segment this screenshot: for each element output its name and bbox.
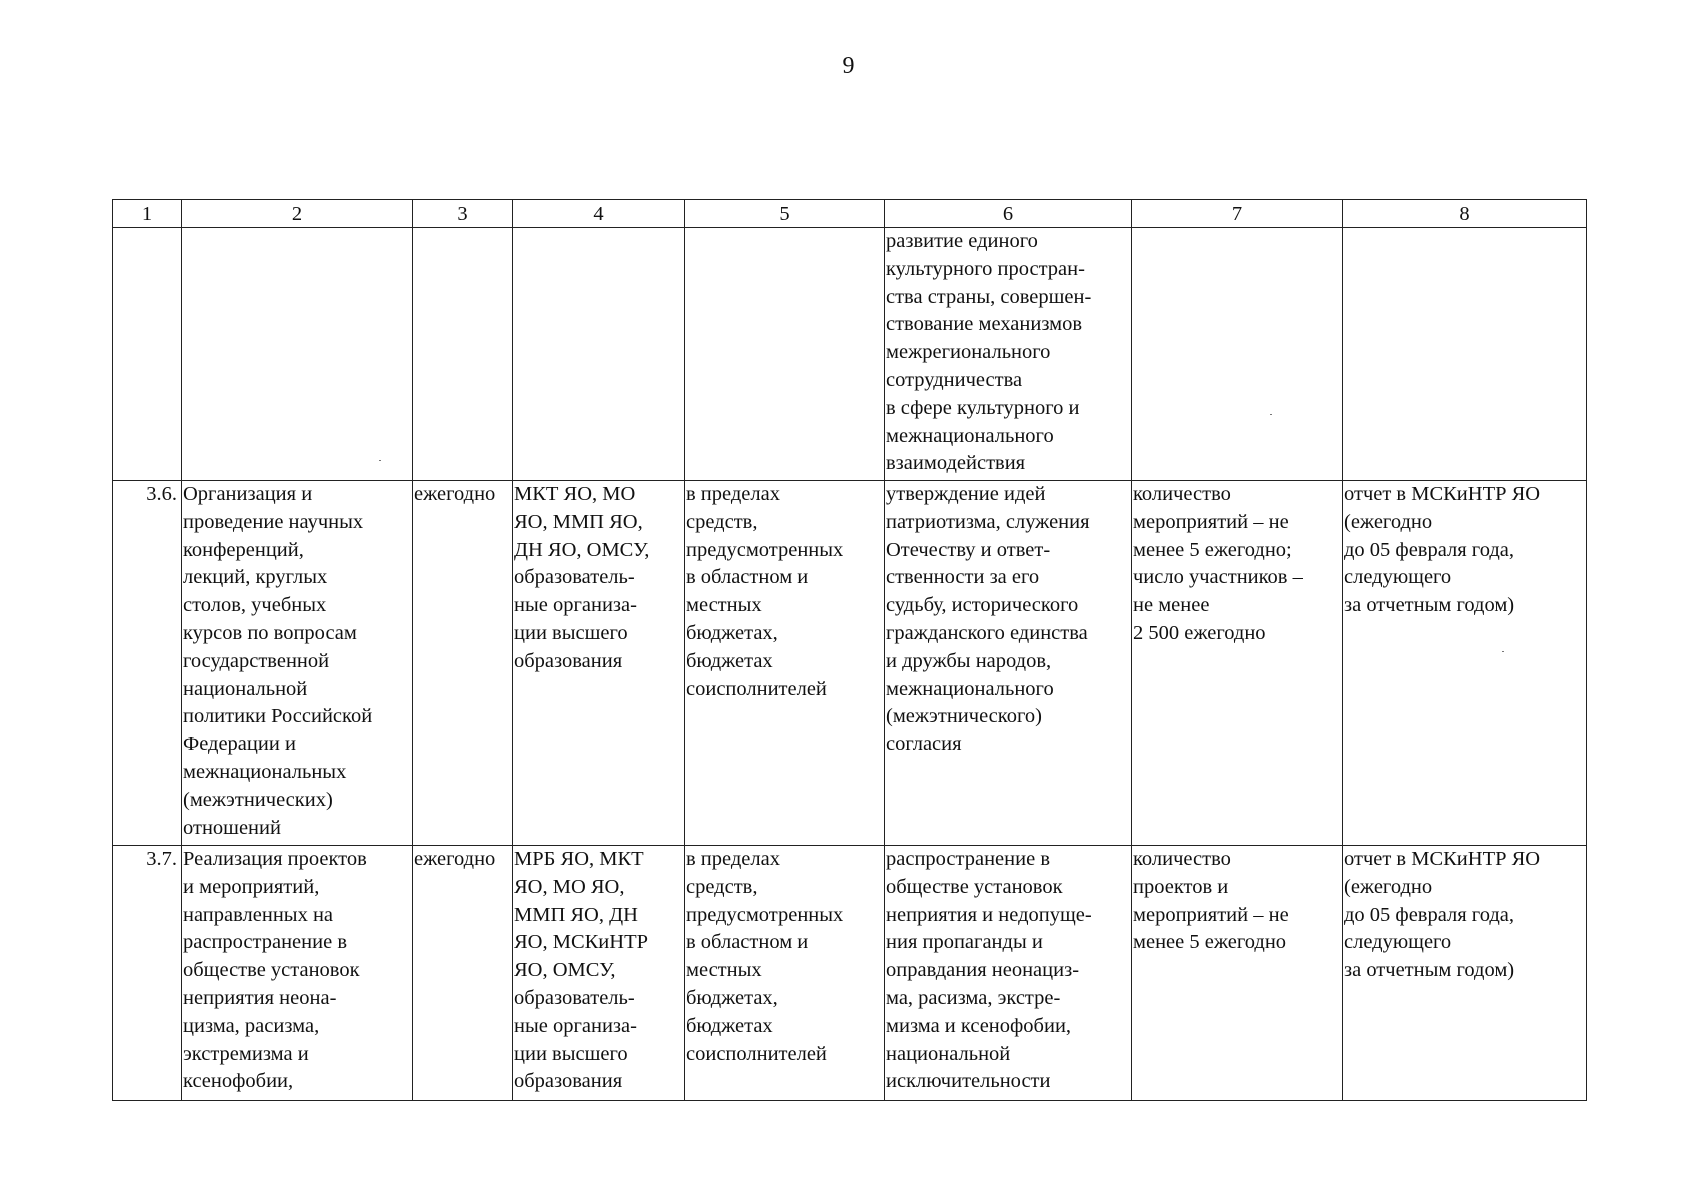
executors-cell <box>513 228 685 481</box>
funding-cell <box>685 228 885 481</box>
table-row-3-7 <box>113 846 1587 1101</box>
row-number-cell: 3.7. <box>113 846 182 1101</box>
indicator-cell: количество мероприятий – не менее 5 ежегодно; число участников – не менее 2 500 ежегодно <box>1132 481 1343 846</box>
report-form-cell: отчет в МСКиНТР ЯО (ежегодно до 05 февраля года, следующего за отчетным годом) <box>1343 846 1587 1101</box>
deadline-cell: ежегодно <box>413 481 513 846</box>
header-col-3: 3 <box>413 200 513 228</box>
header-col-4: 4 <box>513 200 685 228</box>
measure-name-cell <box>182 228 413 481</box>
header-col-2: 2 <box>182 200 413 228</box>
funding-cell: в пределах средств, предусмотренных в областном и местных бюджетах, бюджетах соисполнителей <box>685 481 885 846</box>
executors-cell: МКТ ЯО, МО ЯО, ММП ЯО, ДН ЯО, ОМСУ, образователь- ные организа- ции высшего образования <box>513 481 685 846</box>
report-form-cell: отчет в МСКиНТР ЯО (ежегодно до 05 февраля года, следующего за отчетным годом) <box>1343 481 1587 846</box>
measure-name-cell: Организация и проведение научных конференций, лекций, круглых столов, учебных курсов по вопросам государственной национальной политики Российской Федерации и межнациональных (межэтнических) отношений <box>182 481 413 846</box>
executors-cell: МРБ ЯО, МКТ ЯО, МО ЯО, ММП ЯО, ДН ЯО, МСКиНТР ЯО, ОМСУ, образователь- ные организа- ции высшего образования <box>513 846 685 1101</box>
scan-speck <box>1502 651 1504 652</box>
page-number: 9 <box>842 53 855 79</box>
expected-result-cell: распространение в обществе установок неприятия и недопуще- ния пропаганды и оправдания неонациз- ма, расизма, экстре- мизма и ксенофобии, национальной исключительности <box>885 846 1132 1101</box>
indicator-cell <box>1132 228 1343 481</box>
measure-name-cell: Реализация проектов и мероприятий, направленных на распространение в обществе установок неприятия неона- цизма, расизма, экстремизма и ксенофобии, <box>182 846 413 1101</box>
deadline-cell: ежегодно <box>413 846 513 1101</box>
header-col-1: 1 <box>113 200 182 228</box>
deadline-cell <box>413 228 513 481</box>
header-col-8: 8 <box>1343 200 1587 228</box>
expected-result-cell: развитие единого культурного простран- ства страны, совершен- ствование механизмов межрегионального сотрудничества в сфере культурного и межнационального взаимодействия <box>885 228 1132 481</box>
scan-speck <box>1270 414 1272 415</box>
header-col-5: 5 <box>685 200 885 228</box>
row-number-cell: 3.6. <box>113 481 182 846</box>
table-header-row <box>113 200 1587 228</box>
header-col-6: 6 <box>885 200 1132 228</box>
header-col-7: 7 <box>1132 200 1343 228</box>
indicator-cell: количество проектов и мероприятий – не менее 5 ежегодно <box>1132 846 1343 1101</box>
expected-result-cell: утверждение идей патриотизма, служения Отечеству и ответ- ственности за его судьбу, исторического гражданского единства и дружбы народов, межнационального (межэтнического) согласия <box>885 481 1132 846</box>
scan-speck <box>379 460 381 461</box>
report-form-cell <box>1343 228 1587 481</box>
row-number-cell <box>113 228 182 481</box>
table-row-continuation <box>113 228 1587 481</box>
table-row-3-6 <box>113 481 1587 846</box>
funding-cell: в пределах средств, предусмотренных в областном и местных бюджетах, бюджетах соисполнителей <box>685 846 885 1101</box>
measures-table <box>112 199 1587 1101</box>
